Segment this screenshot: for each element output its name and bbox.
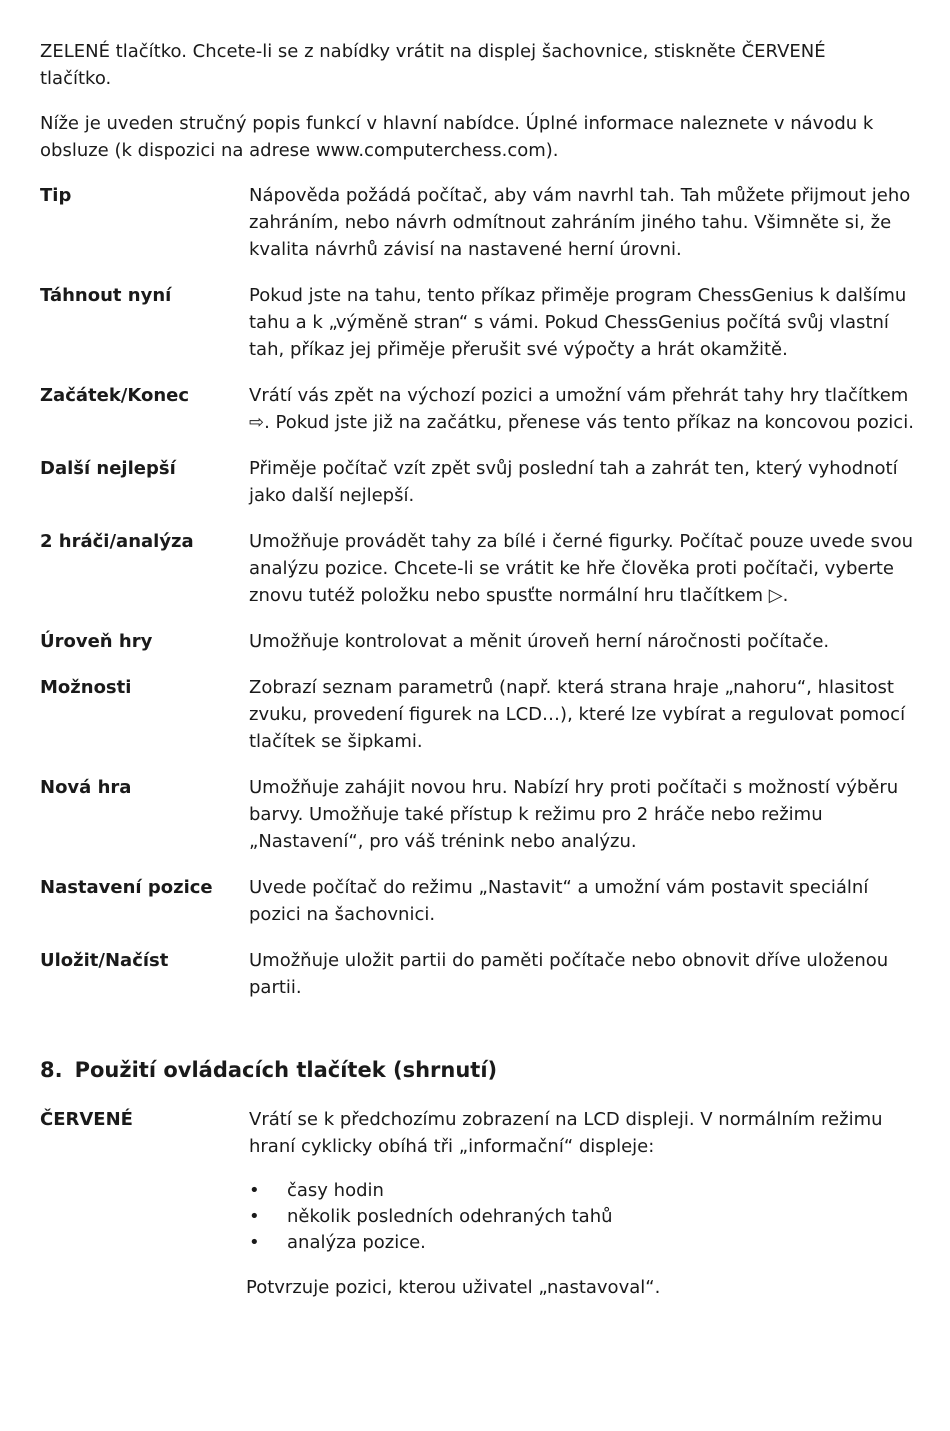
term-description-block: [246, 1106, 914, 1301]
term-label: 2 hráči/analýza: [40, 531, 194, 552]
term-description: Nápověda požádá počítač, aby vám navrhl tah. Tah můžete přijmout jeho zahráním, nebo návrh odmítnout zahráním jiného tahu. Všimněte si, že kvalita návrhů závisí na nastavené herní úrovni.: [249, 185, 911, 260]
menu-item-level: [40, 628, 910, 655]
intro-paragraph-2: Níže je uveden stručný popis funkcí v hlavní nabídce. Úplné informace naleznete v návodu k obsluze (k dispozici na adrese www.computerchess.com).: [40, 113, 874, 161]
term-description: Přiměje počítač vzít zpět svůj poslední tah a zahrát ten, který vyhodnotí jako další nejlepší.: [249, 458, 898, 506]
list-item: • časy hodin: [249, 1178, 914, 1204]
intro-paragraph-1: ZELENÉ tlačítko. Chcete-li se z nabídky vrátit na displej šachovnice, stiskněte ČERVENÉ tlačítko.: [40, 41, 826, 89]
term-label: Možnosti: [40, 677, 132, 698]
term-label: Tip: [40, 185, 72, 206]
menu-item-move-now: [40, 282, 910, 363]
term-description: Pokud jste na tahu, tento příkaz přiměje program ChessGenius k dalšímu tahu a k „výměně stran“ s vámi. Pokud ChessGenius počítá svůj vlastní tah, příkaz jej přiměje přerušit své výpočty a hrát okamžitě.: [249, 285, 907, 360]
term-label: Další nejlepší: [40, 458, 176, 479]
list-item: • analýza pozice.: [249, 1230, 914, 1256]
bullet-list: [249, 1178, 914, 1256]
menu-item-new-game: [40, 774, 910, 855]
section-heading: [40, 1055, 910, 1085]
term-label: Nastavení pozice: [40, 877, 213, 898]
section-title: Použití ovládacích tlačítek (shrnutí): [74, 1058, 498, 1082]
term-description: Zobrazí seznam parametrů (např. která strana hraje „nahoru“, hlasitost zvuku, provedení figurek na LCD…), které lze vybírat a regulovat pomocí tlačítek se šipkami.: [249, 677, 906, 752]
menu-item-options: [40, 674, 910, 755]
menu-item-setup-position: [40, 874, 910, 928]
term-description: Vrátí vás zpět na výchozí pozici a umožní vám přehrát tahy hry tlačítkem ⇨. Pokud jste již na začátku, přenese vás tento příkaz na koncovou pozici.: [249, 385, 914, 433]
term-label: Začátek/Konec: [40, 385, 190, 406]
menu-item-start-end: [40, 382, 914, 436]
term-description: Vrátí se k předchozímu zobrazení na LCD displeji. V normálním režimu hraní cyklicky obíhá tři „informační“ displeje:: [249, 1109, 883, 1157]
button-red-entry: [40, 1106, 910, 1301]
menu-item-save-load: [40, 947, 910, 1001]
term-label: Úroveň hry: [40, 631, 153, 652]
menu-item-two-players: [40, 528, 914, 609]
term-label: Uložit/Načíst: [40, 950, 169, 971]
section-number: 8.: [40, 1058, 63, 1082]
term-description: Umožňuje zahájit novou hru. Nabízí hry proti počítači s možností výběru barvy. Umožňuje také přístup k režimu pro 2 hráče nebo režimu „Nastavení“, pro váš trénink nebo analýzu.: [249, 777, 899, 852]
menu-item-next-best: [40, 455, 910, 509]
term-label: ČERVENÉ: [40, 1109, 133, 1130]
term-description: Umožňuje uložit partii do paměti počítače nebo obnovit dříve uloženou partii.: [249, 950, 889, 998]
term-label: Nová hra: [40, 777, 132, 798]
list-item: • několik posledních odehraných tahů: [249, 1204, 914, 1230]
menu-item-tip: [40, 182, 910, 263]
menu-function-list: [40, 182, 914, 1001]
term-description: Umožňuje kontrolovat a měnit úroveň herní náročnosti počítače.: [249, 631, 830, 652]
term-description: Uvede počítač do režimu „Nastavit“ a umožní vám postavit speciální pozici na šachovnici.: [249, 877, 869, 925]
confirm-note: Potvrzuje pozici, kterou uživatel „nastavoval“.: [246, 1277, 661, 1298]
term-description: Umožňuje provádět tahy za bílé i černé figurky. Počítač pouze uvede svou analýzu pozice. Chcete-li se vrátit ke hře člověka proti počítači, vyberte znovu tutéž položku nebo spusťte normální hru tlačítkem ▷.: [249, 531, 914, 606]
term-label: Táhnout nyní: [40, 285, 172, 306]
